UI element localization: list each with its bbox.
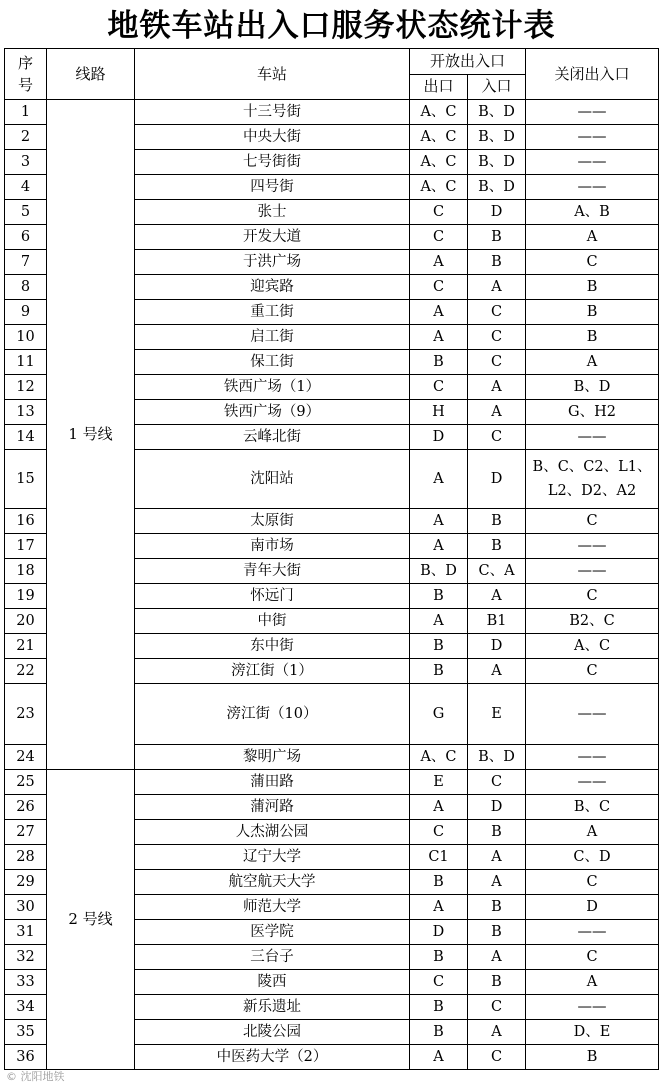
station-cell: 中医药大学（2） [135,1045,410,1070]
exit-cell: A [410,509,468,534]
exit-cell: C [410,200,468,225]
closed-cell: —— [526,534,659,559]
entrance-cell: E [468,684,526,745]
header-open: 开放出入口 [410,49,526,75]
entrance-cell: B、D [468,745,526,770]
station-cell: 重工街 [135,300,410,325]
closed-cell: A [526,820,659,845]
exit-cell: E [410,770,468,795]
seq-cell: 6 [5,225,47,250]
station-cell: 蒲田路 [135,770,410,795]
closed-cell: C [526,659,659,684]
entrance-cell: C [468,1045,526,1070]
seq-cell: 22 [5,659,47,684]
exit-cell: B [410,350,468,375]
closed-cell: C [526,945,659,970]
seq-cell: 15 [5,450,47,509]
closed-cell: —— [526,745,659,770]
seq-cell: 19 [5,584,47,609]
station-cell: 十三号街 [135,100,410,125]
entrance-cell: D [468,450,526,509]
station-cell: 四号街 [135,175,410,200]
entrance-cell: B [468,895,526,920]
exit-cell: B、D [410,559,468,584]
entrance-cell: B [468,534,526,559]
closed-cell: A [526,350,659,375]
station-cell: 怀远门 [135,584,410,609]
exit-cell: A [410,325,468,350]
exit-cell: C [410,375,468,400]
closed-cell: G、H2 [526,400,659,425]
entrance-cell: A [468,1020,526,1045]
exit-cell: B [410,995,468,1020]
closed-cell: B、C [526,795,659,820]
exit-cell: C [410,275,468,300]
seq-cell: 18 [5,559,47,584]
closed-cell: B、D [526,375,659,400]
closed-cell: B [526,325,659,350]
exit-cell: A、C [410,745,468,770]
entrance-cell: A [468,275,526,300]
entrance-cell: B [468,509,526,534]
entrance-cell: A [468,845,526,870]
station-cell: 迎宾路 [135,275,410,300]
station-cell: 保工街 [135,350,410,375]
seq-cell: 16 [5,509,47,534]
seq-cell: 35 [5,1020,47,1045]
entrance-cell: B、D [468,150,526,175]
header-seq-label: 序号 [17,54,33,94]
station-status-table [4,48,659,1070]
exit-cell: B [410,1020,468,1045]
seq-cell: 30 [5,895,47,920]
exit-cell: A、C [410,100,468,125]
exit-cell: A [410,795,468,820]
seq-cell: 13 [5,400,47,425]
seq-cell: 26 [5,795,47,820]
station-cell: 陵西 [135,970,410,995]
station-cell: 医学院 [135,920,410,945]
entrance-cell: B [468,920,526,945]
closed-cell: C、D [526,845,659,870]
station-cell: 中街 [135,609,410,634]
exit-cell: B [410,659,468,684]
station-cell: 北陵公园 [135,1020,410,1045]
exit-cell: B [410,584,468,609]
exit-cell: B [410,945,468,970]
station-cell: 三台子 [135,945,410,970]
header-entrance: 入口 [468,74,526,100]
seq-cell: 32 [5,945,47,970]
seq-cell: 2 [5,125,47,150]
entrance-cell: D [468,795,526,820]
entrance-cell: A [468,400,526,425]
closed-cell: C [526,584,659,609]
entrance-cell: B1 [468,609,526,634]
closed-cell: —— [526,995,659,1020]
exit-cell: D [410,920,468,945]
station-cell: 黎明广场 [135,745,410,770]
seq-cell: 34 [5,995,47,1020]
entrance-cell: A [468,375,526,400]
entrance-cell: D [468,200,526,225]
closed-cell: —— [526,100,659,125]
seq-cell: 23 [5,684,47,745]
closed-cell [526,450,659,509]
station-cell: 滂江街（1） [135,659,410,684]
closed-cell: C [526,509,659,534]
station-cell: 云峰北街 [135,425,410,450]
closed-cell: C [526,250,659,275]
closed-cell: B [526,1045,659,1070]
entrance-cell: C [468,300,526,325]
entrance-cell: C [468,325,526,350]
exit-cell: A、C [410,150,468,175]
seq-cell: 8 [5,275,47,300]
closed-cell: D [526,895,659,920]
header-station: 车站 [135,49,410,100]
seq-cell: 24 [5,745,47,770]
station-cell: 中央大街 [135,125,410,150]
closed-cell: B2、C [526,609,659,634]
closed-cell: B [526,300,659,325]
station-cell: 新乐遗址 [135,995,410,1020]
table-row [5,770,659,795]
station-cell: 张士 [135,200,410,225]
closed-cell: —— [526,150,659,175]
exit-cell: C [410,970,468,995]
entrance-cell: B [468,970,526,995]
header-seq [5,49,47,100]
station-cell: 南市场 [135,534,410,559]
closed-cell: D、E [526,1020,659,1045]
closed-cell: A [526,970,659,995]
entrance-cell: B、D [468,175,526,200]
header-closed: 关闭出入口 [526,49,659,100]
station-cell: 于洪广场 [135,250,410,275]
closed-cell: B [526,275,659,300]
table-row [5,100,659,125]
exit-cell: G [410,684,468,745]
station-cell: 蒲河路 [135,795,410,820]
entrance-cell: D [468,634,526,659]
seq-cell: 20 [5,609,47,634]
closed-cell: A、C [526,634,659,659]
seq-cell: 4 [5,175,47,200]
entrance-cell: C、A [468,559,526,584]
station-cell: 七号街街 [135,150,410,175]
seq-cell: 17 [5,534,47,559]
seq-cell: 7 [5,250,47,275]
entrance-cell: C [468,770,526,795]
entrance-cell: B [468,225,526,250]
entrance-cell: B、D [468,100,526,125]
closed-cell: —— [526,125,659,150]
entrance-cell: C [468,995,526,1020]
exit-cell: D [410,425,468,450]
closed-cell: A [526,225,659,250]
station-cell: 开发大道 [135,225,410,250]
seq-cell: 28 [5,845,47,870]
exit-cell: C [410,820,468,845]
exit-cell: A、C [410,125,468,150]
exit-cell: A [410,450,468,509]
seq-cell: 31 [5,920,47,945]
seq-cell: 25 [5,770,47,795]
entrance-cell: B [468,820,526,845]
table-body [5,100,659,1070]
station-cell: 启工街 [135,325,410,350]
entrance-cell: B [468,250,526,275]
entrance-cell: C [468,350,526,375]
closed-cell: —— [526,684,659,745]
station-cell: 太原街 [135,509,410,534]
station-cell: 铁西广场（9） [135,400,410,425]
station-cell: 青年大街 [135,559,410,584]
station-cell: 滂江街（10） [135,684,410,745]
seq-cell: 10 [5,325,47,350]
station-cell: 师范大学 [135,895,410,920]
line-1-cell: 1 号线 [47,100,135,770]
seq-cell: 14 [5,425,47,450]
entrance-cell: A [468,584,526,609]
line-2-cell: 2 号线 [47,770,135,1070]
closed-cell: —— [526,559,659,584]
exit-cell: A、C [410,175,468,200]
entrance-cell: A [468,659,526,684]
closed-cell: —— [526,770,659,795]
exit-cell: A [410,1045,468,1070]
watermark: © 沈阳地铁 [6,1070,65,1083]
exit-cell: C1 [410,845,468,870]
closed-cell: C [526,870,659,895]
closed-cell: —— [526,425,659,450]
exit-cell: H [410,400,468,425]
exit-cell: B [410,634,468,659]
exit-cell: C [410,225,468,250]
seq-cell: 21 [5,634,47,659]
seq-cell: 5 [5,200,47,225]
station-cell: 航空航天大学 [135,870,410,895]
station-cell: 东中街 [135,634,410,659]
header-exit: 出口 [410,74,468,100]
entrance-cell: A [468,870,526,895]
seq-cell: 12 [5,375,47,400]
station-cell: 铁西广场（1） [135,375,410,400]
seq-cell: 29 [5,870,47,895]
exit-cell: A [410,250,468,275]
closed-cell: —— [526,175,659,200]
seq-cell: 27 [5,820,47,845]
station-cell: 人杰湖公园 [135,820,410,845]
closed-cell: —— [526,920,659,945]
seq-cell: 9 [5,300,47,325]
seq-cell: 33 [5,970,47,995]
entrance-cell: C [468,425,526,450]
exit-cell: A [410,609,468,634]
seq-cell: 3 [5,150,47,175]
seq-cell: 36 [5,1045,47,1070]
station-cell: 辽宁大学 [135,845,410,870]
seq-cell: 11 [5,350,47,375]
seq-cell: 1 [5,100,47,125]
entrance-cell: B、D [468,125,526,150]
entrance-cell: A [468,945,526,970]
station-cell: 沈阳站 [135,450,410,509]
exit-cell: A [410,534,468,559]
exit-cell: A [410,300,468,325]
closed-line-1: B、C、C2、L1、 [532,459,652,475]
header-line: 线路 [47,49,135,100]
page-title: 地铁车站出入口服务状态统计表 [107,8,556,44]
closed-line-2: L2、D2、A2 [547,483,637,499]
exit-cell: A [410,895,468,920]
exit-cell: B [410,870,468,895]
closed-cell: A、B [526,200,659,225]
